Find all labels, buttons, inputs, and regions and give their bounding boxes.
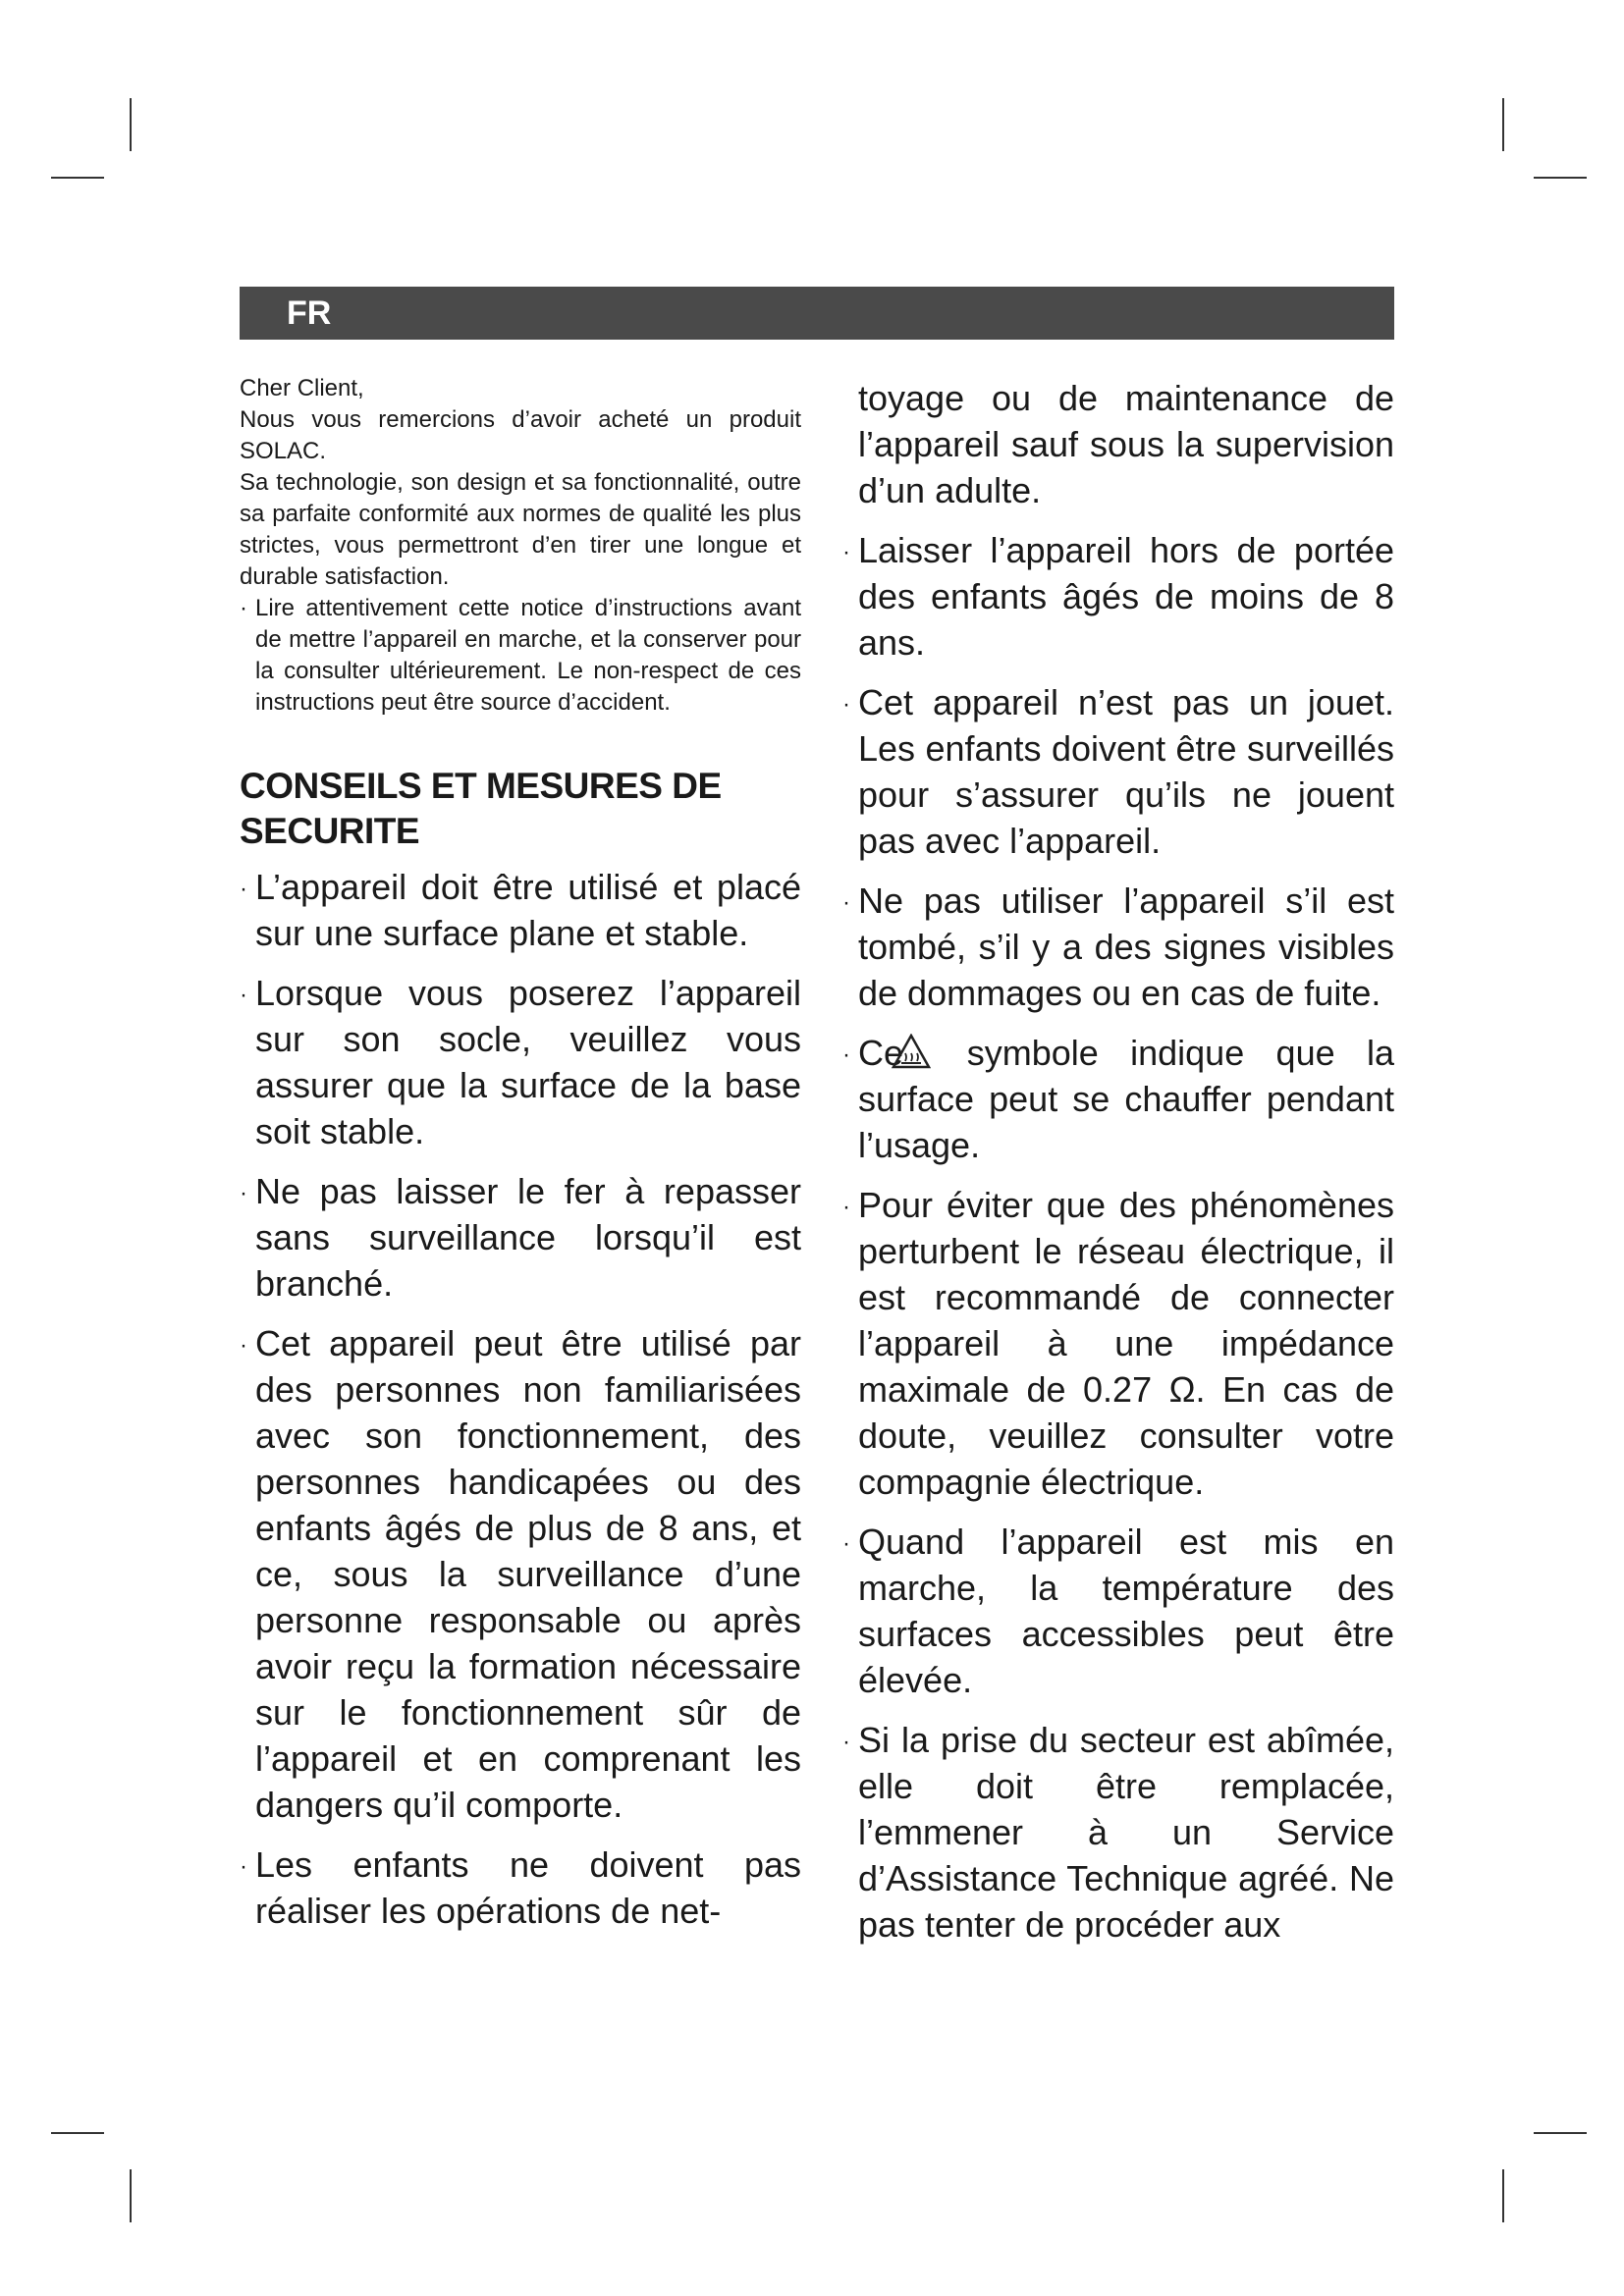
bullet-dot-icon: · [240, 1853, 247, 1880]
intro-technology: Sa technologie, son design et sa fonctionnalité, outre sa parfaite conformité aux normes de qualité les plus strictes, vous permettront d’en tirer une longue et durable satisfaction. [240, 469, 801, 590]
bullet-dot-icon: · [842, 889, 850, 916]
continued-text: toyage ou de maintenance de l’appareil sauf sous la supervision d’un adulte. [858, 378, 1394, 510]
intro-block [240, 373, 801, 719]
bullet-dot-icon: · [842, 691, 850, 718]
bullet-dot-icon: · [240, 876, 247, 902]
symbol-prefix: Ce [858, 1033, 904, 1073]
list-item [842, 679, 1394, 864]
bullet-dot-icon: · [240, 982, 247, 1008]
list-item [240, 864, 801, 956]
left-column [240, 373, 801, 1948]
list-item [240, 1168, 801, 1307]
section-title: CONSEILS ET MESURES DE SECURITE [240, 766, 722, 851]
bullet-dot-icon: · [240, 1332, 247, 1359]
bullet-dot-icon: · [842, 1041, 850, 1068]
symbol-list-item [842, 1030, 1394, 1168]
list-item-text: Cet appareil peut être utilisé par des personnes non familiarisées avec son fonctionnement, des personnes handicapées ou des enfants âgés de plus de 8 ans, et ce, sous la surveillance d’une personne responsable ou après avoir reçu la formation nécessaire sur le fonctionnement sûr de l’appareil et en comprenant les dangers qu’il comporte. [255, 1323, 801, 1825]
crop-mark [1534, 2132, 1587, 2134]
bullet-dot-icon: · [240, 1180, 247, 1206]
hot-surface-warning-icon [892, 1034, 931, 1069]
crop-mark [51, 2132, 104, 2134]
list-item [842, 1182, 1394, 1505]
crop-mark [130, 98, 132, 151]
intro-greeting: Cher Client, [240, 375, 364, 401]
list-item-text: Quand l’appareil est mis en marche, la température des surfaces accessibles peut être élevée. [858, 1522, 1394, 1700]
list-item [842, 527, 1394, 666]
list-item [240, 1842, 801, 1934]
language-header-bar [240, 287, 1394, 340]
list-item [240, 970, 801, 1154]
crop-mark [51, 177, 104, 179]
crop-mark [130, 2169, 132, 2222]
list-item [240, 1320, 801, 1828]
intro-thanks: Nous vous remercions d’avoir acheté un produit SOLAC. [240, 406, 801, 464]
list-item-text: Ne pas utiliser l’appareil s’il est tombé, s’il y a des signes visibles de dommages ou en cas de fuite. [858, 881, 1394, 1013]
list-item-text: Lorsque vous poserez l’appareil sur son socle, veuillez vous assurer que la surface de la base soit stable. [255, 973, 801, 1151]
bullet-dot-icon: · [842, 1530, 850, 1557]
right-column [842, 375, 1394, 1961]
intro-bullet [240, 593, 801, 719]
crop-mark [1502, 98, 1504, 151]
crop-mark [1502, 2169, 1504, 2222]
crop-mark [1534, 177, 1587, 179]
list-item [842, 1519, 1394, 1703]
bullet-dot-icon: · [842, 1729, 850, 1755]
list-item-text: Cet appareil n’est pas un jouet. Les enfants doivent être surveillés pour s’assurer qu’ils ne jouent pas avec l’appareil. [858, 682, 1394, 861]
symbol-item-text: symbole indique que la surface peut se chauffer pendant l’usage. [858, 1033, 1394, 1165]
list-item-text: Laisser l’appareil hors de portée des enfants âgés de moins de 8 ans. [858, 530, 1394, 663]
intro-bullet-text: Lire attentivement cette notice d’instructions avant de mettre l’appareil en marche, et la conserver pour la consulter ultérieurement. Le non-respect de ces instructions peut être source d’accident. [255, 595, 801, 716]
list-item-text: L’appareil doit être utilisé et placé sur une surface plane et stable. [255, 867, 801, 953]
list-item-text: Les enfants ne doivent pas réaliser les opérations de net- [255, 1844, 801, 1931]
list-item [842, 878, 1394, 1016]
list-item-text: Pour éviter que des phénomènes perturbent le réseau électrique, il est recommandé de connecter l’appareil à une impédance maximale de 0.27 Ω. En cas de doute, veuillez consulter votre compagnie électrique. [858, 1185, 1394, 1502]
bullet-dot-icon: · [240, 595, 247, 621]
bullet-dot-icon: · [842, 539, 850, 565]
list-item [842, 1717, 1394, 1948]
list-item-text: Si la prise du secteur est abîmée, elle doit être remplacée, l’emmener à un Service d’Assistance Technique agréé. Ne pas tenter de procéder aux [858, 1720, 1394, 1945]
list-item-text: Ne pas laisser le fer à repasser sans surveillance lorsqu’il est branché. [255, 1171, 801, 1304]
language-code: FR [287, 294, 332, 332]
bullet-dot-icon: · [842, 1194, 850, 1220]
